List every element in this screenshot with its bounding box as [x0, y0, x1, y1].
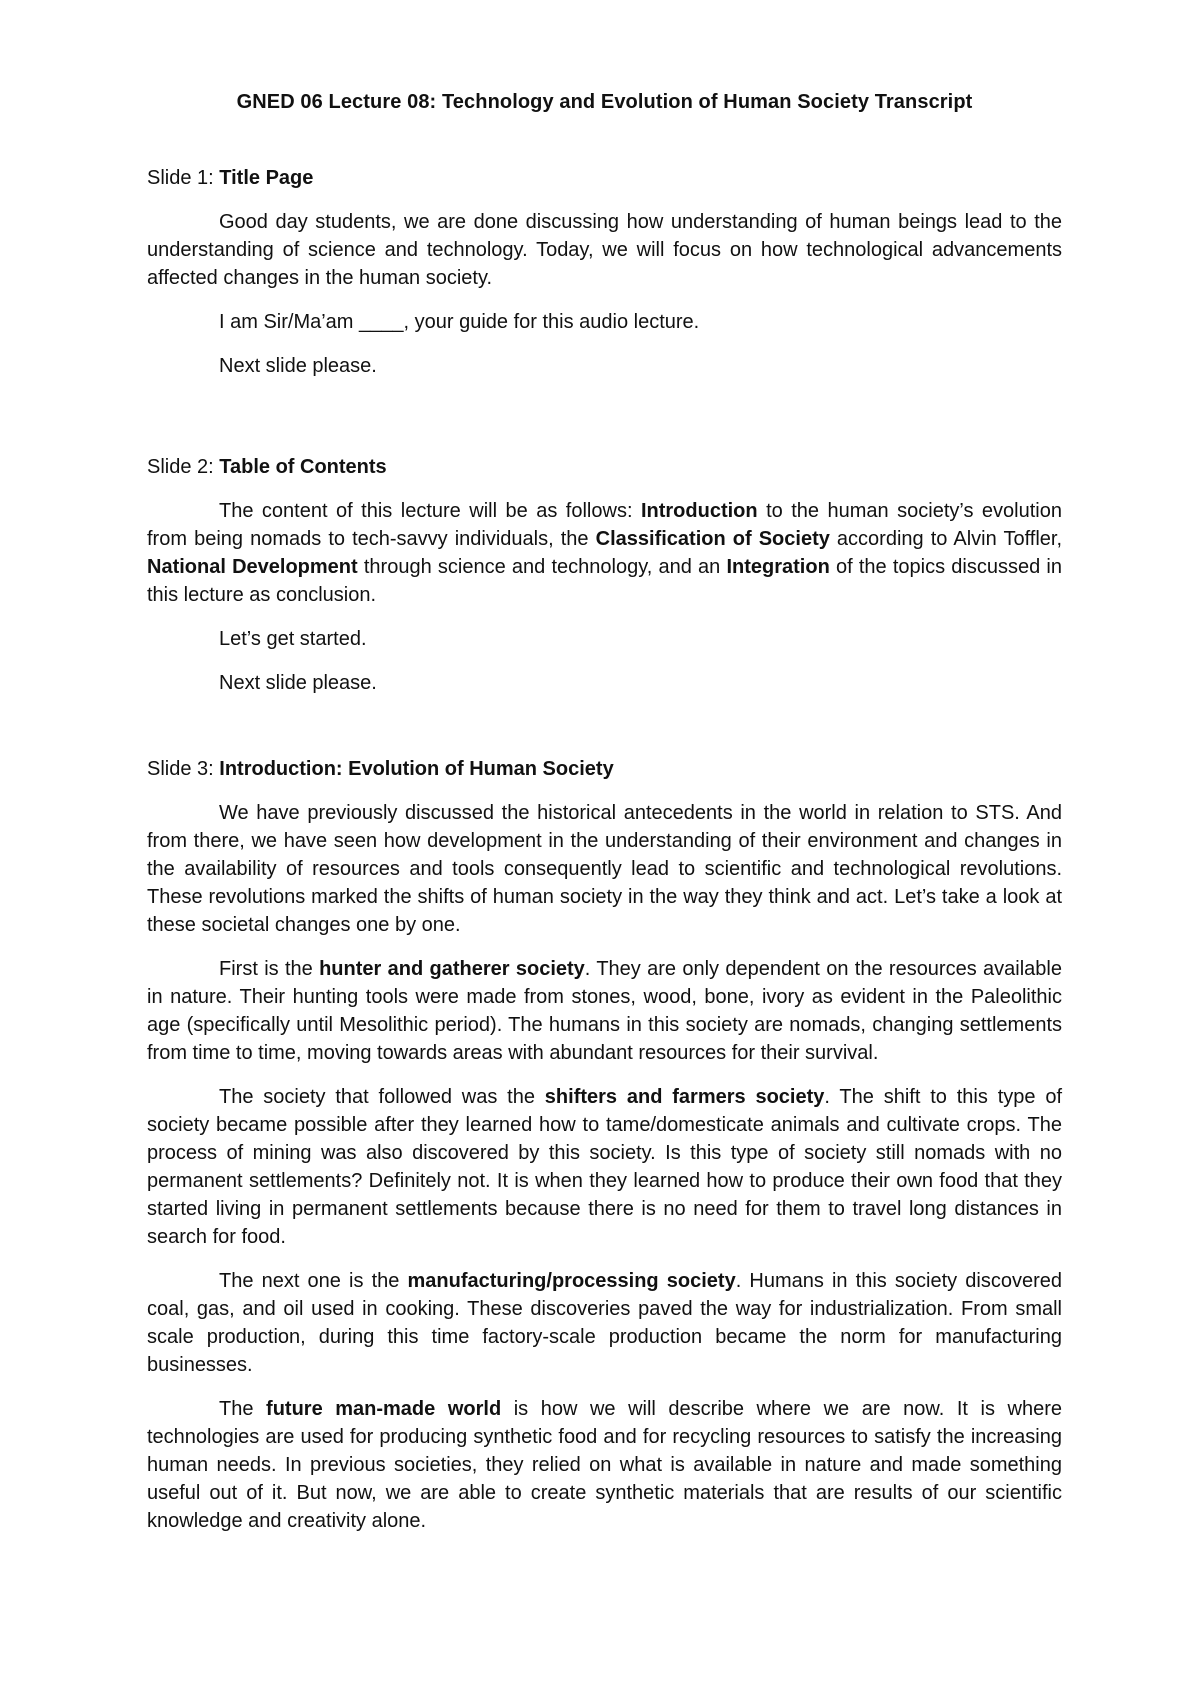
slide-2-paragraph-2: Let’s get started.	[219, 628, 367, 650]
slide-2-title: Table of Contents	[219, 456, 387, 478]
slide-3-heading	[147, 755, 1062, 783]
slide-3-paragraph-2	[147, 955, 1062, 1067]
slide-1-paragraph-3: Next slide please.	[219, 355, 377, 377]
bold-term-shifters-farmers: shifters and farmers society	[544, 1086, 825, 1108]
slide-1-section	[147, 164, 1062, 396]
bold-term-hunter-gatherer: hunter and gatherer society	[319, 958, 585, 980]
slide-2-prefix: Slide 2:	[147, 456, 220, 478]
slide-3-paragraph-1: We have previously discussed the historical antecedents in the world in relation to STS. And from there, we have seen how development in the understanding of their environment and changes in the availability of resources and tools consequently lead to scientific and technological revolutions. These revolutions marked the shifts of human society in the way they think and act. Let’s take a look at these societal changes one by one.	[147, 802, 1062, 936]
slide-3-paragraph-3	[147, 1083, 1062, 1251]
bold-term-future-world: future man-made world	[266, 1398, 502, 1420]
slide-3-title: Introduction: Evolution of Human Society	[219, 758, 614, 780]
bold-term-classification: Classification of Society	[595, 528, 830, 550]
text-run: to the human society’s evolution from being nomads to tech-savvy individuals, the	[147, 500, 1062, 550]
bold-term-national-development: National Development	[147, 556, 358, 578]
slide-1-prefix: Slide 1:	[147, 167, 220, 189]
slide-3-section	[147, 755, 1062, 1551]
slide-2-paragraph-3: Next slide please.	[219, 672, 377, 694]
text-run: of the topics discussed in this lecture as conclusion.	[147, 556, 1062, 606]
bold-term-introduction: Introduction	[640, 500, 758, 522]
text-run: according to Alvin Toffler,	[829, 528, 1063, 550]
text-run: . They are only dependent on the resources available in nature. Their hunting tools were made from stones, wood, bone, ivory as evident in the Paleolithic age (specifically until Mesolithic period). The humans in this society are nomads, changing settlements from time to time, moving towards areas with abundant resources for their survival.	[147, 958, 1062, 1064]
bold-term-integration: Integration	[726, 556, 830, 578]
text-run: through science and technology, and an	[357, 556, 727, 578]
slide-1-title: Title Page	[219, 167, 314, 189]
slide-3-prefix: Slide 3:	[147, 758, 220, 780]
text-run: The	[219, 1398, 267, 1420]
slide-3-paragraph-5	[147, 1395, 1062, 1535]
text-run: First is the	[219, 958, 320, 980]
slide-1-paragraph-2: I am Sir/Ma’am ____, your guide for this audio lecture.	[219, 311, 700, 333]
slide-2-section	[147, 453, 1062, 713]
document-title: GNED 06 Lecture 08: Technology and Evolution of Human Society Transcript	[236, 91, 973, 113]
text-run: . The shift to this type of society became possible after they learned how to tame/domesticate animals and cultivate crops. The process of mining was also discovered by this society. Is this type of society still nomads with no permanent settlements? Definitely not. It is when they learned how to produce their own food that they started living in permanent settlements because there is no need for them to travel long distances in search for food.	[147, 1086, 1063, 1248]
text-run: The next one is the	[219, 1270, 408, 1292]
text-run: is how we will describe where we are now. It is where technologies are used for producing synthetic food and for recycling resources to satisfy the increasing human needs. In previous societies, they relied on what is available in nature and made something useful out of it. But now, we are able to create synthetic materials that are results of our scientific knowledge and creativity alone.	[147, 1398, 1062, 1532]
slide-2-heading	[147, 453, 1062, 481]
text-run: . Humans in this society discovered coal, gas, and oil used in cooking. These discoveries paved the way for industrialization. From small scale production, during this time factory-scale production became the norm for manufacturing businesses.	[147, 1270, 1062, 1376]
slide-2-paragraph-1	[147, 497, 1062, 609]
slide-3-paragraph-4	[147, 1267, 1062, 1379]
bold-term-manufacturing: manufacturing/processing society	[407, 1270, 736, 1292]
slide-1-paragraph-1: Good day students, we are done discussing how understanding of human beings lead to the understanding of science and technology. Today, we will focus on how technological advancements affected changes in the human society.	[147, 211, 1062, 289]
slide-1-heading	[147, 164, 1062, 192]
text-run: The content of this lecture will be as follows:	[219, 500, 641, 522]
text-run: The society that followed was the	[219, 1086, 545, 1108]
